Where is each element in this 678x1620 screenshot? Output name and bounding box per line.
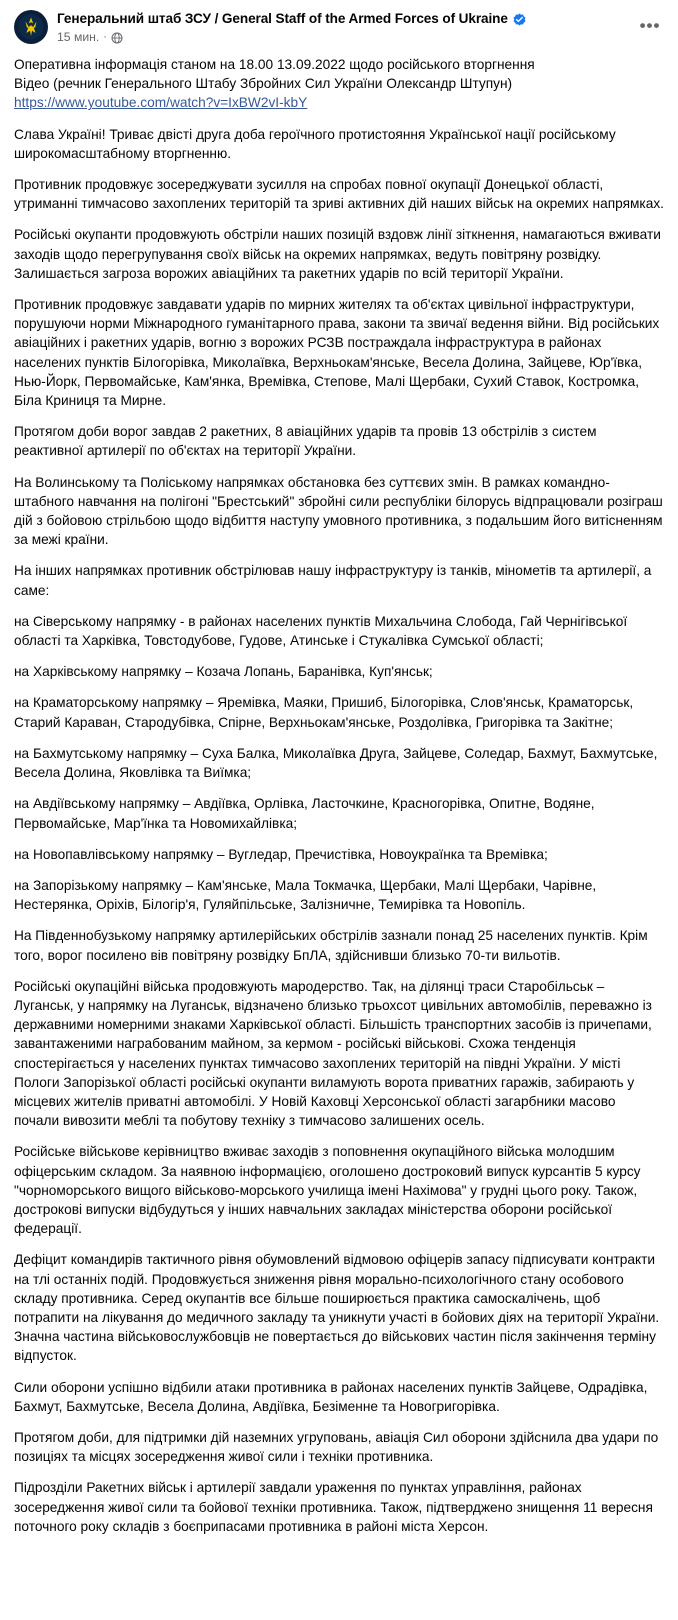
post-body [14, 55, 664, 1536]
post-paragraph: Підрозділи Ракетних військ і артилерії завдали ураження по пунктах управління, районах зосередження живої сили та бойової техніки противника. Також, підтверджено знищення 11 вересня поточного року складів з боєприпасами противника в районі міста Херсон. [14, 1480, 653, 1534]
post-paragraph: На Південнобузькому напрямку артилерійських обстрілів зазнали понад 25 населених пунктів. Крім того, ворог посилено вів повітряну розвідку БпЛА, здійснивши близько 70-ти вильотів. [14, 928, 648, 963]
page-name[interactable]: Генеральний штаб ЗСУ / General Staff of the Armed Forces of Ukraine [57, 11, 508, 26]
post-paragraph: Відео (речник Генерального Штабу Збройних Сил України Олександр Штупун) [14, 76, 513, 92]
verified-badge-icon [513, 13, 526, 26]
post-paragraph: Російські окупаційні війська продовжують мародерство. Так, на ділянці траси Старобільськ – Луганськ, у напрямку на Луганськ, відзначено близько трьохсот цивільних автомобілів, переважно із державними номерними знаками Харківської області. Більшість транспортних засобів із причепами, завантаженими награбованим майном, за кермом - російські військові. Схожа тенденція спостерігається у населених пунктах тимчасово захоплених територій на півдні України. У місті Пологи Запорізької області російські окупанти виламують ворота приватних гаражів, забирають у місцевих жителів приватні автомобілі. У Новій Каховці Херсонської області загарбники масово почали вивозити меблі та побутову техніку з тимчасово залишених осель. [14, 978, 652, 1129]
general-staff-emblem-icon [18, 14, 44, 40]
post-header [14, 10, 664, 45]
youtube-video-link[interactable]: https://www.youtube.com/watch?v=IxBW2vI-kbY [14, 95, 308, 111]
post-paragraph: Протягом доби ворог завдав 2 ракетних, 8 авіаційних ударів та провів 13 обстрілів з систем реактивної артилерії по об'єктах на території України. [14, 424, 597, 459]
post-paragraph: Слава Україні! Триває двісті друга доба героїчного протистояння Української нації російському широкомасштабному вторгненню. [14, 126, 616, 161]
post-paragraph: на Бахмутському напрямку – Суха Балка, Миколаївка Друга, Зайцеве, Соледар, Бахмут, Бахмутське, Весела Долина, Яковлівка та Виїмка; [14, 745, 658, 781]
page-name-row [57, 11, 664, 27]
post-paragraph: на Новопавлівському напрямку – Вугледар, Пречистівка, Новоукраїнка та Времівка; [14, 846, 548, 862]
post-paragraph: на Краматорському напрямку – Яремівка, Маяки, Пришиб, Білогорівка, Слов'янськ, Краматорськ, Старий Караван, Стародубівка, Спірне, Верхньокам'янське, Роздолівка, Григорівка та Закітне; [14, 695, 634, 730]
post-paragraph: на Сіверському напрямку - в районах населених пунктів Михальчина Слобода, Гай Чернігівської області та Харківка, Товстодубове, Гудове, Атинське і Стукалівка Сумської області; [14, 613, 628, 649]
globe-icon[interactable] [111, 32, 123, 44]
post-header-text [57, 10, 664, 45]
avatar[interactable] [14, 10, 48, 44]
post-paragraph: на Авдіївському напрямку – Авдіївка, Орлівка, Ласточкине, Красногорівка, Опитне, Водяне, Первомайське, Мар'їнка та Новомихайлівка; [14, 796, 595, 831]
post-paragraph: Сили оборони успішно відбили атаки противника в районах населених пунктів Зайцеве, Одрадівка, Бахмут, Бахмутське, Весела Долина, Авдіївка, Безіменне та Новогригорівка. [14, 1379, 648, 1414]
post-paragraph: На Волинському та Поліському напрямках обстановка без суттєвих змін. В рамках командно-штабного навчання на полігоні "Брестський" збройні сили республіки білорусь відпрацювали розіграш дій з бойовою стрільбою щодо відбиття наступу умовного противника, з подальшим його витісненням за межі країни. [14, 474, 663, 548]
post-paragraph: Протягом доби, для підтримки дій наземних угруповань, авіація Сил оборони здійснила два удари по позиціях та місцях зосередження живої сили і техніки противника. [14, 1429, 659, 1465]
post-paragraph: Російські окупанти продовжують обстріли наших позицій вздовж лінії зіткнення, намагаються вживати заходів щодо перегрупування своїх військ на окремих напрямках, ведуть повітряну розвідку. Залишається загроза ворожих авіаційних та ракетних ударів по всій території України. [14, 227, 661, 281]
post-paragraph: на Запорізькому напрямку – Кам'янське, Мала Токмачка, Щербаки, Малі Щербаки, Чарівне, Нестерянка, Оріхів, Білогір'я, Гуляйпільське, Залізничне, Темирівка та Новопіль. [14, 877, 597, 913]
post-paragraph: на Харківському напрямку – Козача Лопань, Баранівка, Куп'янськ; [14, 664, 433, 680]
post-timestamp[interactable]: 15 мин. [57, 30, 100, 44]
post-paragraph [14, 93, 664, 112]
post-paragraph: Оперативна інформація станом на 18.00 13.09.2022 щодо російського вторгнення [14, 57, 535, 72]
post-paragraph: Противник продовжує зосереджувати зусилля на спробах повної окупації Донецької області, утриманні тимчасово захоплених територій та зриві активних дій наших військ на окремих напрямках. [14, 177, 664, 212]
meta-separator: · [103, 31, 107, 43]
post-meta [57, 30, 664, 45]
post-paragraph: Противник продовжує завдавати ударів по мирних жителях та об'єктах цивільної інфраструктури, порушуючи норми Міжнародного гуманітарного права, закони та звичаї ведення війни. Від російських авіаційних і ракетних ударів, вогню з ворожих РСЗВ постраждала інфраструктура в районах населених пунктів Білогорівка, Миколаївка, Верхньокам'янське, Весела Долина, Зайцеве, Юр'ївка, Нью-Йорк, Первомайське, Кам'янка, Времівка, Степове, Малі Щербаки, Сухий Ставок, Костромка, Біла Криниця та Мирне. [14, 297, 660, 409]
post-paragraph: Дефіцит командирів тактичного рівня обумовлений відмовою офіцерів запасу підписувати контракти на тлі останніх подій. Продовжується зниження рівня морально-психологічного стану особового складу противника. Серед окупантів все більше поширюється практика самоскалічень, щоб потрапити на лікування до медичного закладу та уникнути участі в бойових діях на території України. Значна частина військовослужбовців не повертається до військових частин після закінчення терміну відпусток. [14, 1252, 660, 1364]
more-options-button[interactable]: ••• [639, 16, 661, 35]
post-paragraph: Російське військове керівництво вживає заходів з поповнення окупаційного війська молодшим офіцерським складом. За наявною інформацією, оголошено достроковий випуск курсантів 5 курсу "чорноморського вищого військово-морського училища імені Нахімова" у грудні цього року. Також, дострокові випуски відбудуться у інших навчальних закладах міністерства оборони російської федерації. [14, 1144, 641, 1237]
post-paragraph: На інших напрямках противник обстрілював нашу інфраструктуру із танків, мінометів та артилерії, а саме: [14, 563, 652, 598]
